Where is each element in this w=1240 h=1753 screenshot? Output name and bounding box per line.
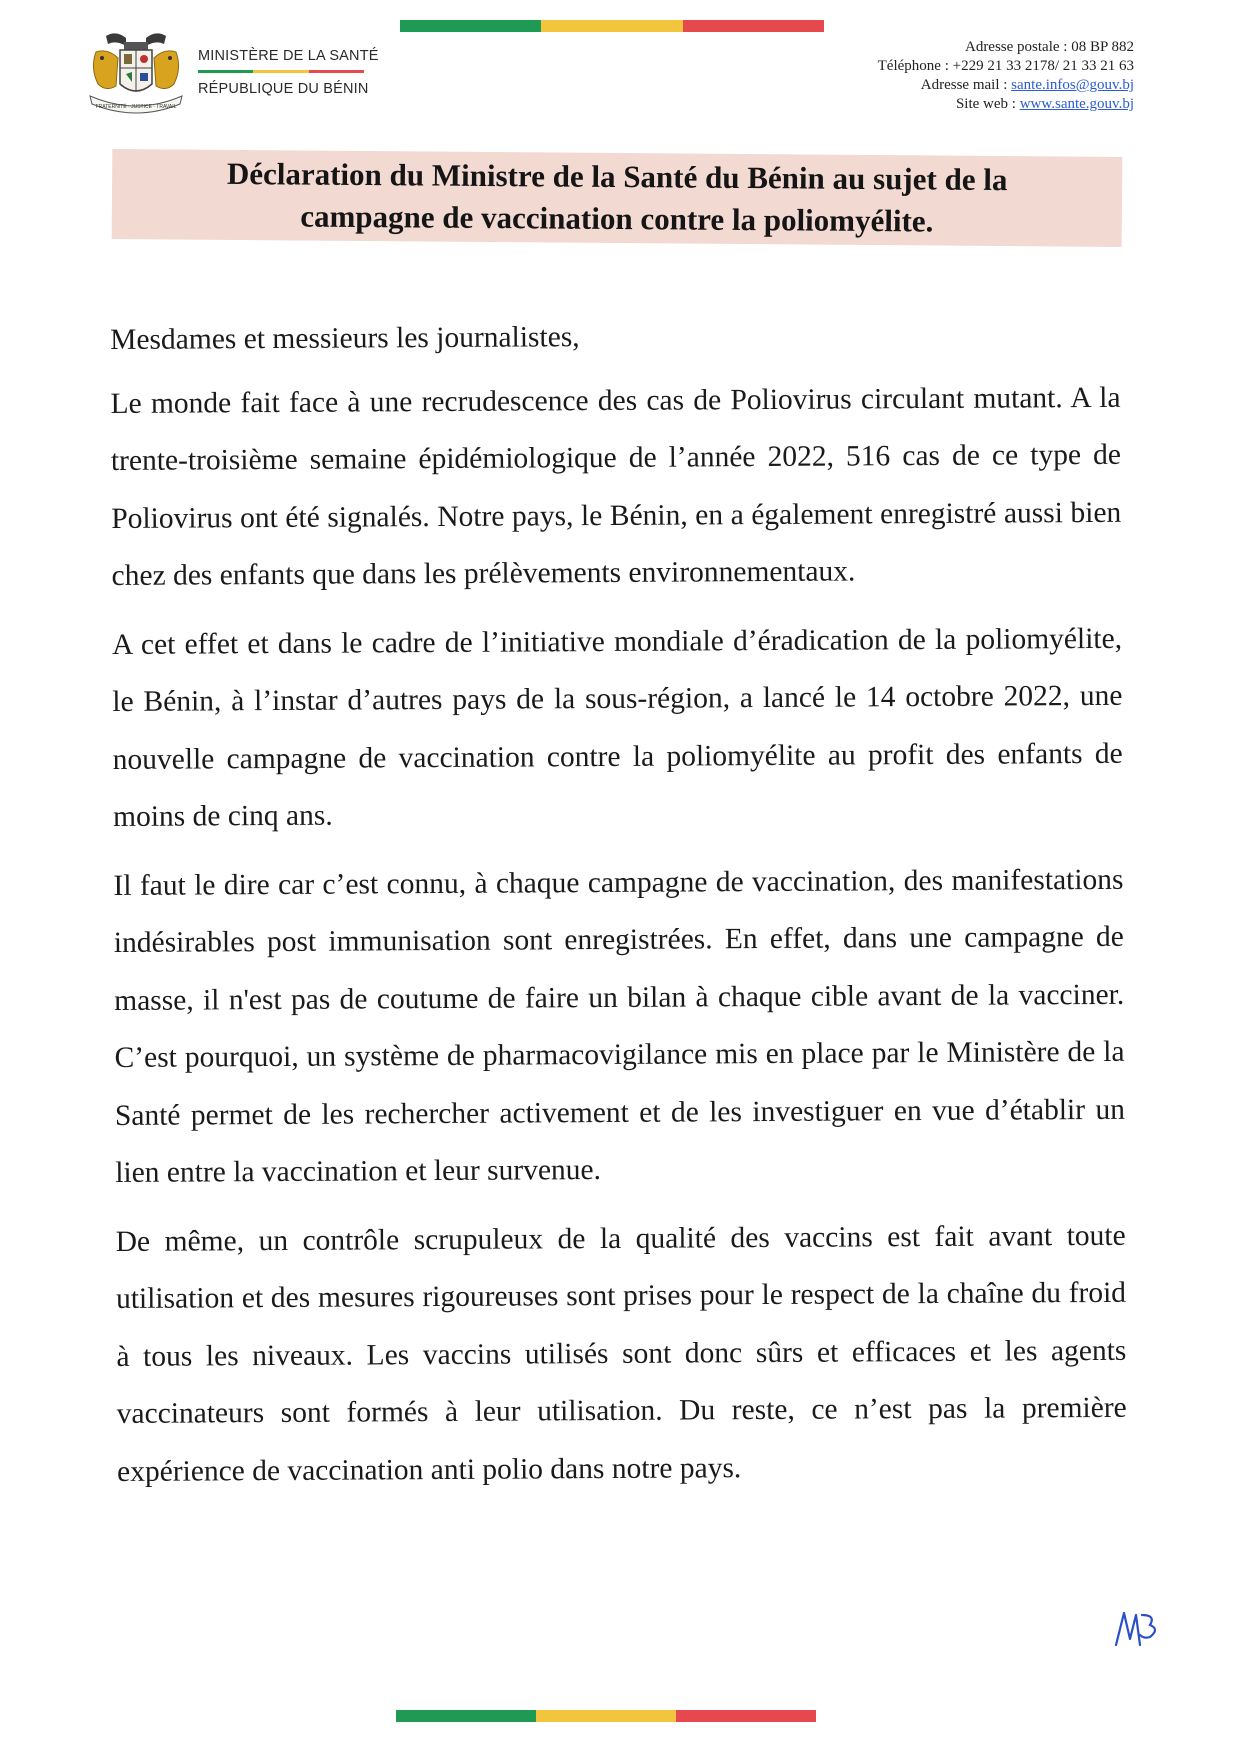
email-link[interactable]: sante.infos@gouv.bj xyxy=(1011,77,1134,93)
mini-flag-divider xyxy=(198,70,364,73)
website-label: Site web : xyxy=(955,96,1020,112)
declaration-body xyxy=(110,306,1127,1512)
flag-bar-top xyxy=(400,20,824,32)
paragraph-3: Il faut le dire car c’est connu, à chaque campagne de vaccination, des manifestations indésirables post immunisation sont enregistrées. En effet, dans une campagne de masse, il n'est pas de coutume de faire un bilan à chaque cible avant de la vacciner. C’est pourquoi, un système de pharmacovigilance mis en place par le Ministère de la Santé permet de les rechercher activement et de les investiguer en vue d’établir un lien entre la vaccination et leur survenue. xyxy=(113,863,1125,1189)
email-label: Adresse mail : xyxy=(920,77,1012,93)
website-link[interactable]: www.sante.gouv.bj xyxy=(1019,96,1134,112)
document-title xyxy=(112,149,1123,247)
flag-bar-bottom xyxy=(396,1710,816,1722)
handwritten-initials-icon xyxy=(1110,1605,1162,1651)
website-row xyxy=(878,95,1134,114)
paragraph-1: Le monde fait face à une recrudescence des cas de Poliovirus circulant mutant. A la trente-troisième semaine épidémiologique de l’année 2022, 516 cas de ce type de Poliovirus ont été signalés. Notre pays, le Bénin, en a également enregistré aussi bien chez des enfants que dans les prélèvements environnementaux. xyxy=(110,381,1122,592)
paragraph-4: De même, un contrôle scrupuleux de la qualité des vaccins est fait avant toute utilisation et des mesures rigoureuses sont prises pour le respect de la chaîne du froid à tous les niveaux. Les vaccins utilisés sont donc sûrs et efficaces et les agents vaccinateurs sont formés à leur utilisation. Du reste, ce n’est pas la première expérience de vaccination anti polio dans notre pays. xyxy=(115,1219,1127,1488)
republic-name: RÉPUBLIQUE DU BÉNIN xyxy=(198,81,369,97)
phone-number: Téléphone : +229 21 33 2178/ 21 33 21 63 xyxy=(877,58,1134,74)
contact-block xyxy=(878,38,1134,114)
coat-of-arms-icon xyxy=(86,28,186,116)
email-row xyxy=(878,76,1134,95)
paragraph-2: A cet effet et dans le cadre de l’initiative mondiale d’éradication de la poliomyélite, le Bénin, à l’instar d’autres pays de la sous-région, a lancé le 14 octobre 2022, une nouvelle campagne de vaccination contre la poliomyélite au profit des enfants de moins de cinq ans. xyxy=(111,622,1123,833)
title-line-2: campagne de vaccination contre la poliomyélite. xyxy=(300,198,934,239)
ministry-block xyxy=(198,48,379,97)
ministry-name: MINISTÈRE DE LA SANTÉ xyxy=(198,48,379,64)
title-line-1: Déclaration du Ministre de la Santé du Bénin au sujet de la xyxy=(226,155,1008,198)
salutation: Mesdames et messieurs les journalistes, xyxy=(110,321,580,356)
postal-address: Adresse postale : 08 BP 882 xyxy=(964,39,1134,55)
emblem-motto: FRATERNITÉ · JUSTICE · TRAVAIL xyxy=(95,104,177,110)
